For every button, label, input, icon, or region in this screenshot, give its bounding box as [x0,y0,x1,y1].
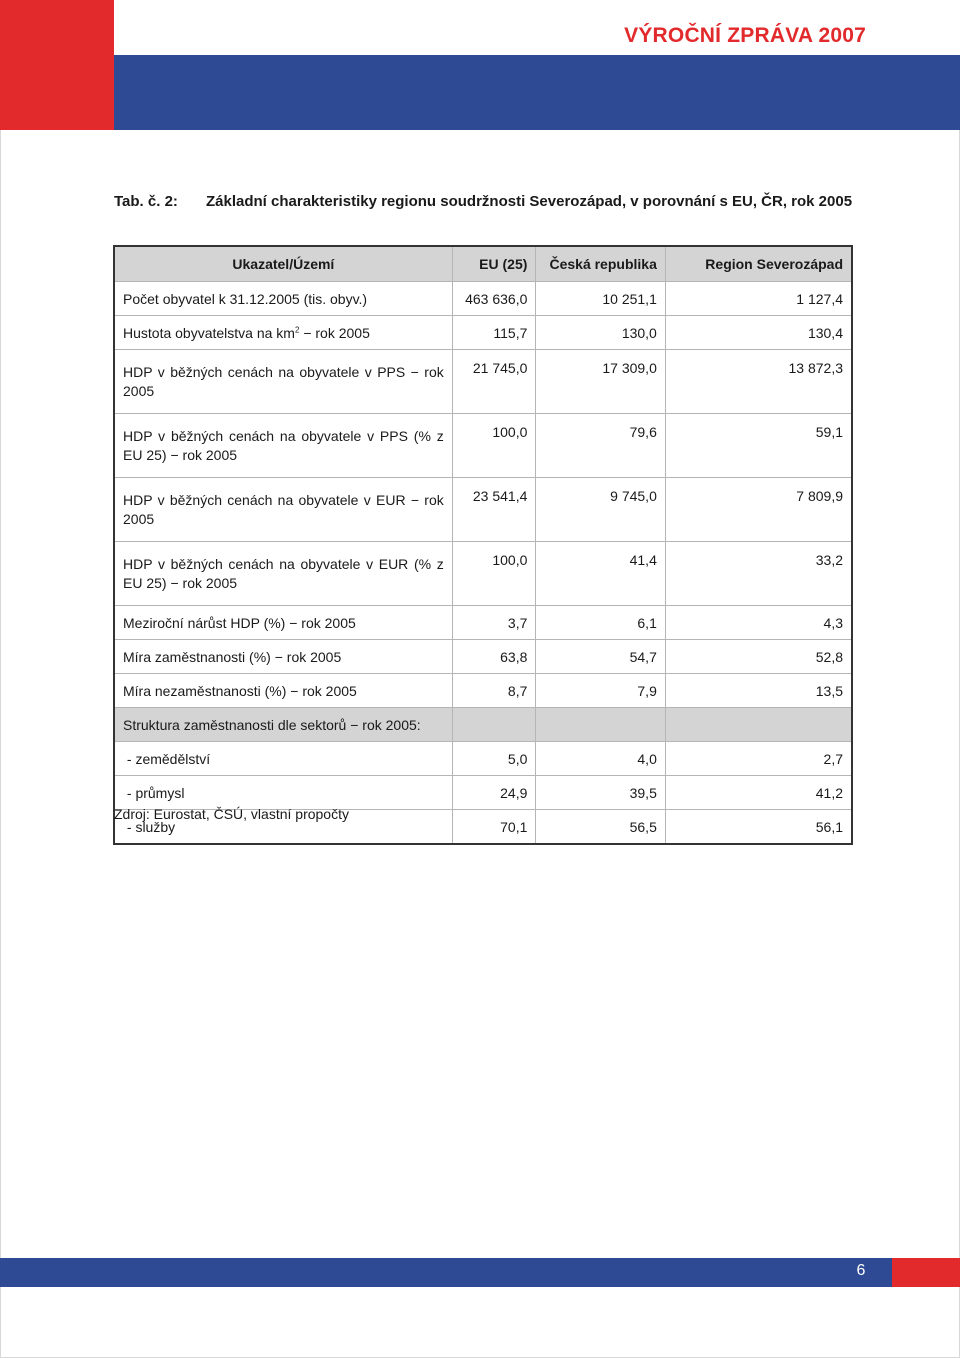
cell-region: 13 872,3 [665,350,852,414]
cell-region: 56,1 [665,810,852,845]
table-row [114,478,852,542]
cell-cr: 79,6 [536,414,665,478]
cell-eu25: 463 636,0 [452,282,536,316]
cell-eu25: 100,0 [452,542,536,606]
row-label: - průmysl [114,776,452,810]
table-caption [114,191,854,213]
cell-region: 130,4 [665,316,852,350]
table-row [114,742,852,776]
cell-region: 33,2 [665,542,852,606]
row-label: HDP v běžných cenách na obyvatele v PPS − rok 2005 [114,350,452,414]
row-label: Míra zaměstnanosti (%) − rok 2005 [114,640,452,674]
header-region-severozapad: Region Severozápad [665,246,852,282]
cell-region: 59,1 [665,414,852,478]
cell-cr: 130,0 [536,316,665,350]
cell-region: 13,5 [665,674,852,708]
cell-cr: 9 745,0 [536,478,665,542]
header-indicator: Ukazatel/Území [114,246,452,282]
region-characteristics-table [113,245,853,845]
cell-eu25: 70,1 [452,810,536,845]
table-row [114,640,852,674]
table-row [114,674,852,708]
cell-cr: 4,0 [536,742,665,776]
page-number: 6 [856,1262,866,1279]
table-header-row [114,246,852,282]
table-row [114,776,852,810]
table-row [114,414,852,478]
row-label: HDP v běžných cenách na obyvatele v PPS (% z EU 25) − rok 2005 [114,414,452,478]
cell-cr: 17 309,0 [536,350,665,414]
header-red-block [0,0,114,130]
cell-eu25: 23 541,4 [452,478,536,542]
cell-region: 52,8 [665,640,852,674]
cell-region [665,708,852,742]
cell-cr: 7,9 [536,674,665,708]
row-label: - zemědělství [114,742,452,776]
cell-eu25 [452,708,536,742]
row-label: HDP v běžných cenách na obyvatele v EUR (% z EU 25) − rok 2005 [114,542,452,606]
row-label: Počet obyvatel k 31.12.2005 (tis. obyv.) [114,282,452,316]
cell-region: 41,2 [665,776,852,810]
cell-eu25: 63,8 [452,640,536,674]
cell-cr: 6,1 [536,606,665,640]
header-eu25: EU (25) [452,246,536,282]
cell-region: 2,7 [665,742,852,776]
cell-region: 4,3 [665,606,852,640]
group-label: Struktura zaměstnanosti dle sektorů − rok 2005: [114,708,452,742]
table-title: Základní charakteristiky regionu soudržnosti Severozápad, v porovnání s EU, ČR, rok 2005 [206,193,853,210]
cell-eu25: 115,7 [452,316,536,350]
table-row [114,606,852,640]
cell-cr [536,708,665,742]
header-blue-band [114,55,960,130]
cell-eu25: 24,9 [452,776,536,810]
table-row [114,350,852,414]
table-group-row [114,708,852,742]
footer-red-block [892,1258,960,1287]
cell-region: 7 809,9 [665,478,852,542]
row-label: - služby [114,810,452,845]
header-czech-republic: Česká republika [536,246,665,282]
row-label: Míra nezaměstnanosti (%) − rok 2005 [114,674,452,708]
cell-eu25: 5,0 [452,742,536,776]
source-note: Zdroj: Eurostat, ČSÚ, vlastní propočty [114,806,349,822]
row-label: HDP v běžných cenách na obyvatele v EUR − rok 2005 [114,478,452,542]
cell-eu25: 8,7 [452,674,536,708]
report-title: VÝROČNÍ ZPRÁVA 2007 [624,24,866,47]
cell-region: 1 127,4 [665,282,852,316]
cell-cr: 54,7 [536,640,665,674]
row-label: Meziroční nárůst HDP (%) − rok 2005 [114,606,452,640]
cell-cr: 56,5 [536,810,665,845]
table-row [114,316,852,350]
cell-cr: 39,5 [536,776,665,810]
cell-eu25: 21 745,0 [452,350,536,414]
table-row [114,282,852,316]
page-footer [0,1258,960,1287]
footer-blue-band [0,1258,892,1287]
table-number: Tab. č. 2: [114,193,178,210]
cell-cr: 41,4 [536,542,665,606]
cell-eu25: 3,7 [452,606,536,640]
cell-cr: 10 251,1 [536,282,665,316]
table-row [114,542,852,606]
page-header [0,0,960,130]
cell-eu25: 100,0 [452,414,536,478]
row-label: Hustota obyvatelstva na $km^2$ − rok 2005 [114,316,452,350]
